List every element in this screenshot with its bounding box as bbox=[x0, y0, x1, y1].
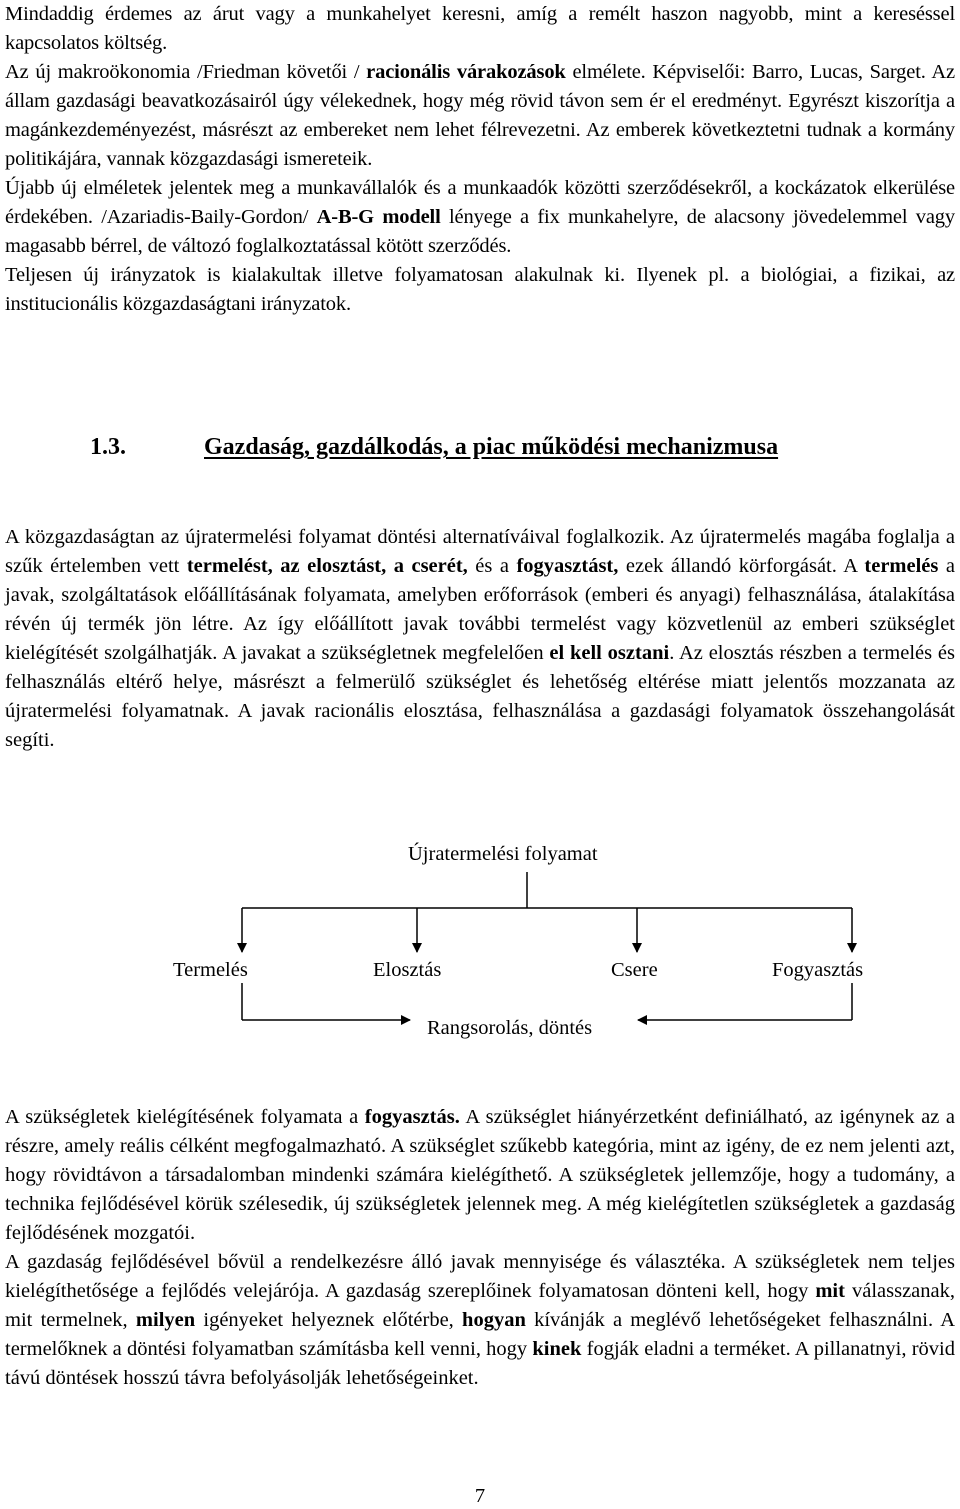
intro-paragraph-3: Újabb új elméletek jelentek meg a munkavállalók és a munkaadók közötti szerződésekről, a kockázatok elkerülése érdekében. /Azariadis-Baily-Gordon/ A-B-G modell lényege a fix munkahelyre, de alacsony jövedelemmel vagy magasabb bérrel, de változó foglalkoztatással kötött szerződés. bbox=[5, 177, 955, 257]
diagram-title: Újratermelési folyamat bbox=[408, 843, 598, 865]
node-csere: Csere bbox=[611, 959, 658, 981]
section-number: 1.3. bbox=[90, 434, 126, 460]
reproduction-diagram bbox=[0, 820, 960, 1060]
node-rangsorolas: Rangsorolás, döntés bbox=[427, 1017, 593, 1039]
intro-paragraph-1: Mindaddig érdemes az árut vagy a munkahelyet keresni, amíg a remélt haszon nagyobb, mint a kereséssel kapcsolatos költség. bbox=[5, 3, 955, 54]
paragraph-reproduction: A közgazdaságtan az újratermelési folyamat döntési alternatíváival foglalkozik. Az újratermelés magába foglalja a szűk értelemben vett termelést, az elosztást, a cserét, és a fogyasztást, ezek állandó körforgását. A termelés a javak, szolgáltatások előállításának folyamata, amelyben erőforrások (emberi és anyagi) felhasználása, átalakítása révén új termék jön létre. Az így előállított javak további termelést vagy közvetlenül az emberi szükséglet kielégítését szolgálhatják. A javakat a szükségletnek megfelelően el kell osztani. Az elosztás részben a termelés és felhasználás eltérő helye, másrészt a felmerülő szükséglet és lehetőség eltérése miatt jelentős mozzanata az újratermelési folyamatnak. A javak racionális elosztása, felhasználása a gazdasági folyamatok összehangolását segíti. bbox=[5, 526, 956, 751]
paragraph-development: A gazdaság fejlődésével bővül a rendelkezésre álló javak mennyisége és választéka. A szükségletek nem teljes kielégíthetősége a fejlődés velejárója. A gazdaság szereplőinek folyamatosan dönteni kell, hogy mit válasszanak, mit termelnek, milyen igényeket helyeznek előtérbe, hogyan kívánják a meglévő lehetőségeket felhasználni. A termelőknek a döntési folyamatban számításba kell venni, hogy kinek fogják eladni a terméket. A pillanatnyi, rövid távú döntések hosszú távra befolyásolják lehetőségeinket. bbox=[5, 1251, 956, 1389]
intro-block bbox=[5, 0, 955, 319]
intro-paragraph-2: Az új makroökonomia /Friedman követői / racionális várakozások elmélete. Képviselői: Barro, Lucas, Sarget. Az állam gazdasági beavatkozásairól úgy vélekednek, hogy még rövid távon sem ér el eredményt. Egyrészt kiszorítja a magánkezdeményezést, másrészt az embereket nem lehet félrevezetni. Az emberek következtetni tudnak a kormány politikájára, vannak közgazdasági ismereteik. bbox=[5, 61, 955, 170]
emphasis-abg-model: A-B-G modell bbox=[316, 206, 441, 228]
section-title: Gazdaság, gazdálkodás, a piac működési mechanizmusa bbox=[204, 434, 779, 460]
emphasis-rational-expectations: racionális várakozások bbox=[366, 61, 566, 83]
paragraph-needs: A szükségletek kielégítésének folyamata a fogyasztás. A szükséglet hiányérzetként definiálható, az igénynek az a részre, amely reális célként megfogalmazható. A szükséglet szűkebb kategória, mint az igény, de ez nem jelenti azt, hogy rövidtávon a társadalomban mindenki számára kielégíthető. A szükségletek jellemzője, hogy a tudomány, a technika fejlődésével körük szélesedik, új szükségletek jelennek meg. A még kielégítetlen szükségletek a gazdaság fejlődésének mozgatói. A gazdaság fejlődésével bővül a rendelkezésre álló javak mennyisége és választéka. A szükségletek nem teljes kielégíthetősége a fejlődés velejárója. A gazdaság szereplőinek folyamatosan dönteni kell, hogy mit válasszanak, mit termelnek, milyen igényeket helyeznek előtérbe, hogyan kívánják a meglévő lehetőségeket felhasználni. A termelőknek a döntési folyamatban számításba kell venni, hogy kinek fogják eladni a terméket. A pillanatnyi, rövid távú döntések hosszú távra befolyásolják lehetőségeinket. bbox=[5, 1103, 955, 1393]
page-number: 7 bbox=[474, 1485, 486, 1507]
node-elosztas: Elosztás bbox=[373, 959, 442, 981]
section-heading bbox=[0, 434, 960, 468]
node-fogyasztas: Fogyasztás bbox=[772, 959, 864, 981]
node-termeles: Termelés bbox=[173, 959, 248, 981]
intro-paragraph-4: Teljesen új irányzatok is kialakultak illetve folyamatosan alakulnak ki. Ilyenek pl. a biológiai, a fizikai, az institucionális közgazdaságtani irányzatok. bbox=[5, 264, 955, 315]
